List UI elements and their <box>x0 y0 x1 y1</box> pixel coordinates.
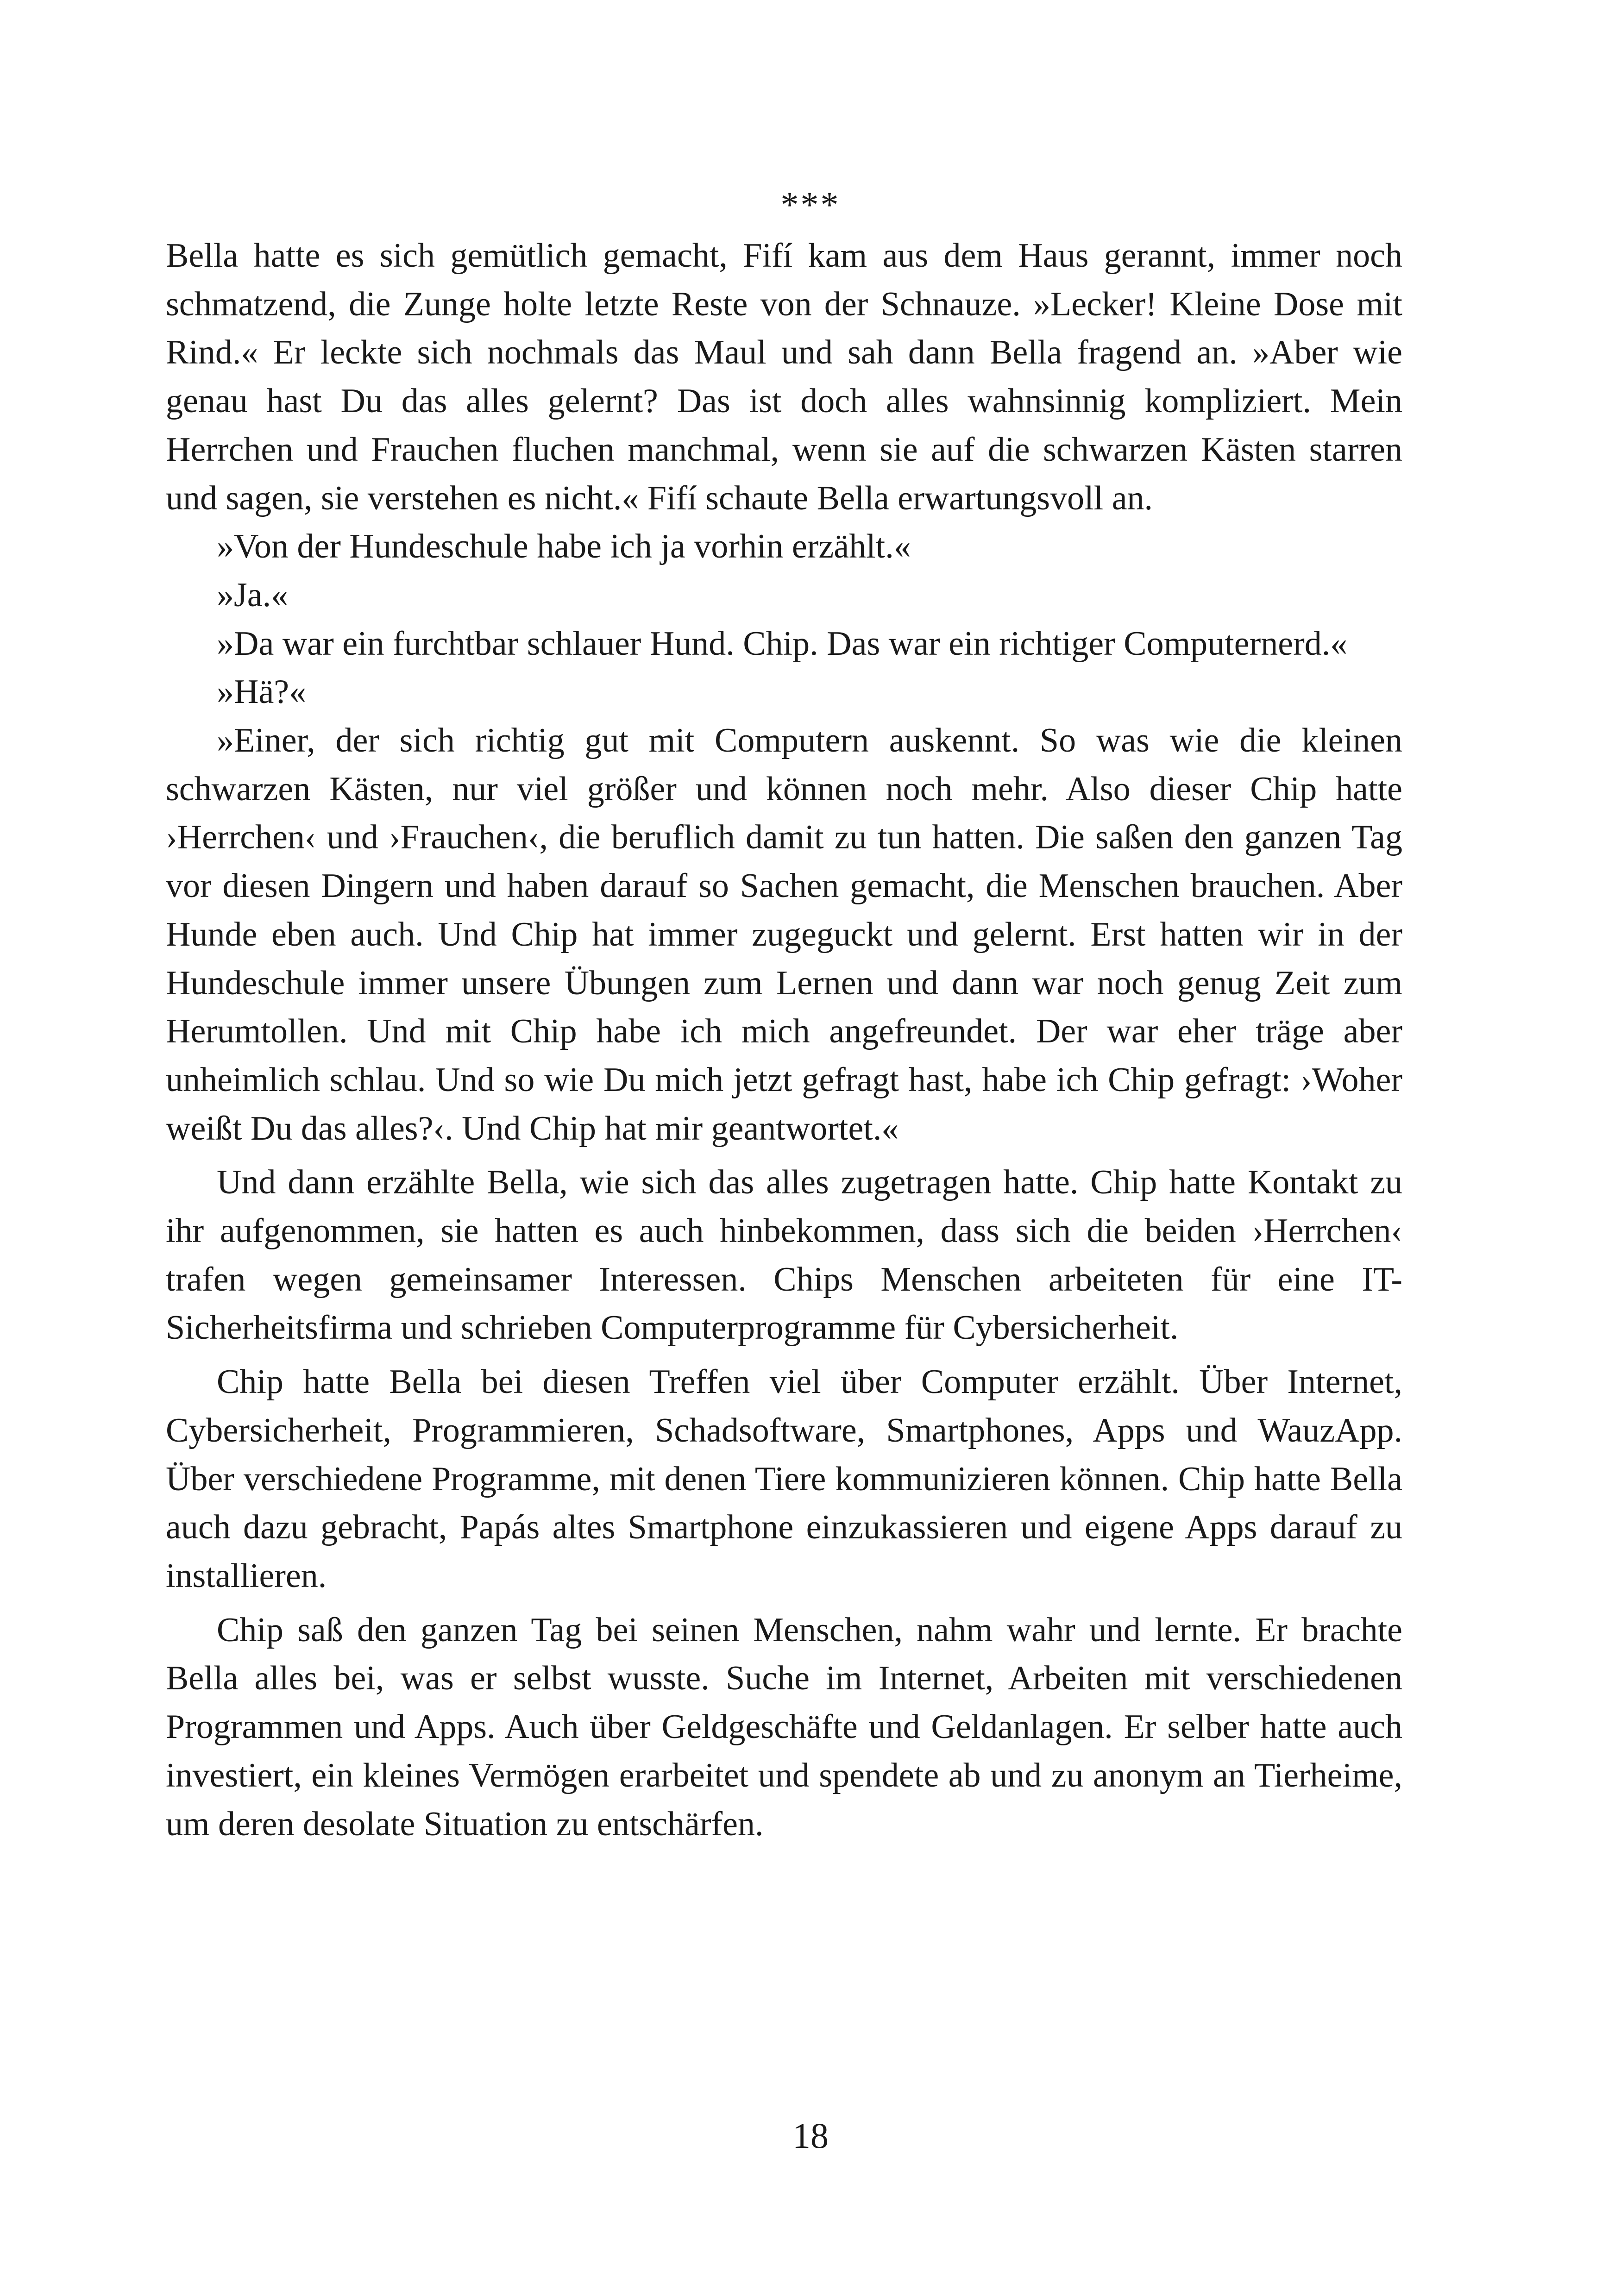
paragraph-5: »Hä?« <box>217 673 307 711</box>
paragraph-9: Chip saß den ganzen Tag bei seinen Menschen, nahm wahr und lernte. Er brachte Bella alles bei, was er selbst wusste. Suche im Internet, Arbeiten mit verschiedenen Programmen und Apps. Auch über Geldgeschäfte und Geldanlagen. Er selber hatte auch investiert, ein kleines Vermögen erarbeitet und spendete ab und zu anonym an Tierheime, um deren desolate Situation zu entschärfen. <box>166 1611 1402 1843</box>
paragraph-1: Bella hatte es sich gemütlich gemacht, Fifí kam aus dem Haus gerannt, immer noch schmatzend, die Zunge holte letzte Reste von der Schnauze. »Lecker! Kleine Dose mit Rind.« Er leckte sich nochmals das Maul und sah dann Bella fragend an. »Aber wie genau hast Du das alles gelernt? Das ist doch alles wahnsinnig kompliziert. Mein Herrchen und Frauchen fluchen manchmal, wenn sie auf die schwarzen Kästen starren und sagen, sie verstehen es nicht.« Fifí schaute Bella erwartungsvoll an. <box>166 237 1402 517</box>
section-separator: *** <box>780 184 841 225</box>
body-text <box>166 232 1402 1848</box>
paragraph-8: Chip hatte Bella bei diesen Treffen viel über Computer erzählt. Über Internet, Cybersicherheit, Programmieren, Schadsoftware, Smartphones, Apps und WauzApp. Über verschiedene Programme, mit denen Tiere kommunizieren können. Chip hatte Bella auch dazu gebracht, Papás altes Smartphone einzukassieren und eigene Apps darauf zu installieren. <box>166 1363 1402 1595</box>
paragraph-2: »Von der Hundeschule habe ich ja vorhin erzählt.« <box>217 527 911 566</box>
paragraph-6: »Einer, der sich richtig gut mit Computern auskennt. So was wie die kleinen schwarzen Kästen, nur viel größer und können noch mehr. Also dieser Chip hatte ›Herrchen‹ und ›Frauchen‹, die beruflich damit zu tun hatten. Die saßen den ganzen Tag vor diesen Dingern und haben darauf so Sachen gemacht, die Menschen brauchen. Aber Hunde eben auch. Und Chip hat immer zugeguckt und gelernt. Erst hatten wir in der Hundeschule immer unsere Übungen zum Lernen und dann war noch genug Zeit zum Herumtollen. Und mit Chip habe ich mich angefreundet. Der war eher träge aber unheimlich schlau. Und so wie Du mich jetzt gefragt hast, habe ich Chip gefragt: ›Woher weißt Du das alles?‹. Und Chip hat mir geantwortet.« <box>166 721 1402 1148</box>
paragraph-7: Und dann erzählte Bella, wie sich das alles zugetragen hatte. Chip hatte Kontakt zu ihr aufgenommen, sie hatten es auch hinbekommen, dass sich die beiden ›Herrchen‹ trafen wegen gemeinsamer Interessen. Chips Menschen arbeiteten für eine IT-Sicherheitsfirma und schrieben Computerprogramme für Cybersicherheit. <box>166 1163 1402 1347</box>
page-number: 18 <box>792 2115 829 2156</box>
paragraph-4: »Da war ein furchtbar schlauer Hund. Chip. Das war ein richtiger Computernerd.« <box>217 624 1348 663</box>
paragraph-3: »Ja.« <box>217 576 289 614</box>
